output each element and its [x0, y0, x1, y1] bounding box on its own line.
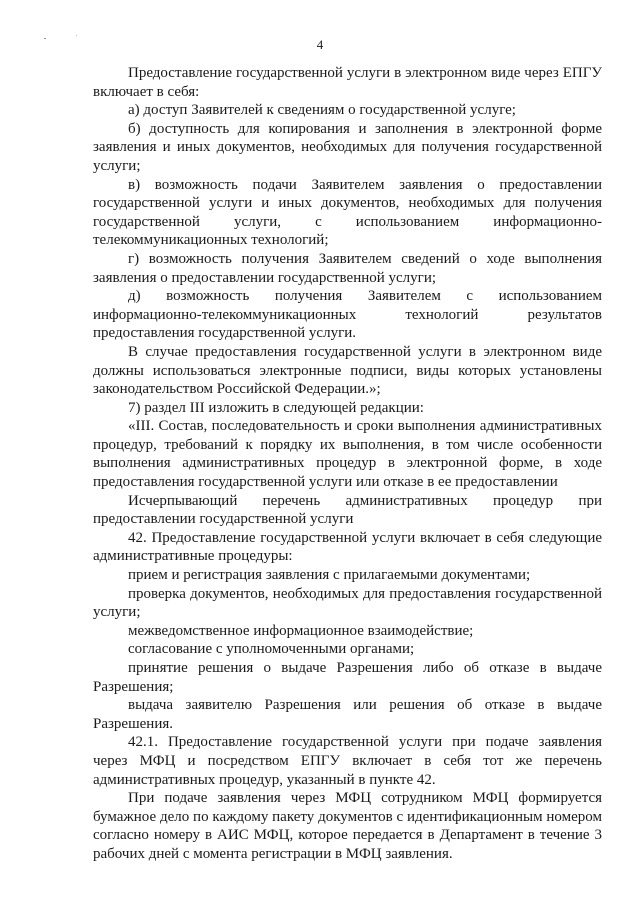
- page-number: 4: [316, 37, 324, 52]
- paragraph-signatures: В случае предоставления государственной услуги в электронном виде должны использоваться электронные подписи, виды которых установлены законодательством Российской Федерации.»;: [93, 343, 602, 398]
- list-item-v: в) возможность подачи Заявителем заявления о предоставлении государственной услуги и иных документов, необходимых для получения государственной услуги, с использованием информационно-телекоммуникационных технологий;: [93, 176, 602, 249]
- section-iii-heading: «III. Состав, последовательность и сроки выполнения административных процедур, требований к порядку их выполнения, в том числе особенности выполнения административных процедур в электронной форме, в ходе предоставления государственной услуги или отказе в ее предоставлении: [93, 418, 602, 491]
- subsection-heading: Исчерпывающий перечень административных процедур при предоставлении государственной услуги: [93, 492, 602, 528]
- list-item-d: д) возможность получения Заявителем с использованием информационно-телекоммуникационных технологий результатов предоставления государственной услуги.: [93, 288, 602, 342]
- procedure-item: проверка документов, необходимых для предоставления государственной услуги;: [93, 585, 602, 621]
- paragraph-mfc: При подаче заявления через МФЦ сотрудником МФЦ формируется бумажное дело по каждому пакету документов с идентификационным номером согласно номеру в АИС МФЦ, которое передается в Департамент в течение 3 рабочих дней с момента регистрации в МФЦ заявления.: [93, 790, 602, 862]
- document-body: [93, 64, 602, 864]
- procedure-item: согласование с уполномоченными органами;: [128, 641, 415, 658]
- paragraph-intro: Предоставление государственной услуги в электронном виде через ЕПГУ включает в себя:: [93, 65, 602, 100]
- procedure-item: принятие решения о выдаче Разрешения либо об отказе в выдаче Разрешения;: [93, 660, 602, 695]
- paragraph-42-1: 42.1. Предоставление государственной услуги при подаче заявления через МФЦ и посредством ЕПГУ включает в себя тот же перечень административных процедур, указанный в пункте 42.: [93, 734, 602, 788]
- list-item-a: а) доступ Заявителей к сведениям о государственной услуге;: [128, 102, 516, 119]
- procedure-item: межведомственное информационное взаимодействие;: [128, 622, 474, 639]
- procedure-item: прием и регистрация заявления с прилагаемыми документами;: [128, 567, 531, 584]
- paragraph-section-7: 7) раздел III изложить в следующей редакции:: [128, 399, 424, 416]
- list-item-g: г) возможность получения Заявителем сведений о ходе выполнения заявления о предоставлении государственной услуги;: [93, 250, 602, 286]
- paragraph-42: 42. Предоставление государственной услуги включает в себя следующие административные процедуры:: [93, 529, 602, 565]
- procedure-item: выдача заявителю Разрешения или решения об отказе в выдаче Разрешения.: [93, 697, 602, 732]
- scan-speck: [76, 35, 77, 36]
- list-item-b: б) доступность для копирования и заполнения в электронной форме заявления и иных документов, необходимых для получения государственной услуги;: [93, 120, 602, 174]
